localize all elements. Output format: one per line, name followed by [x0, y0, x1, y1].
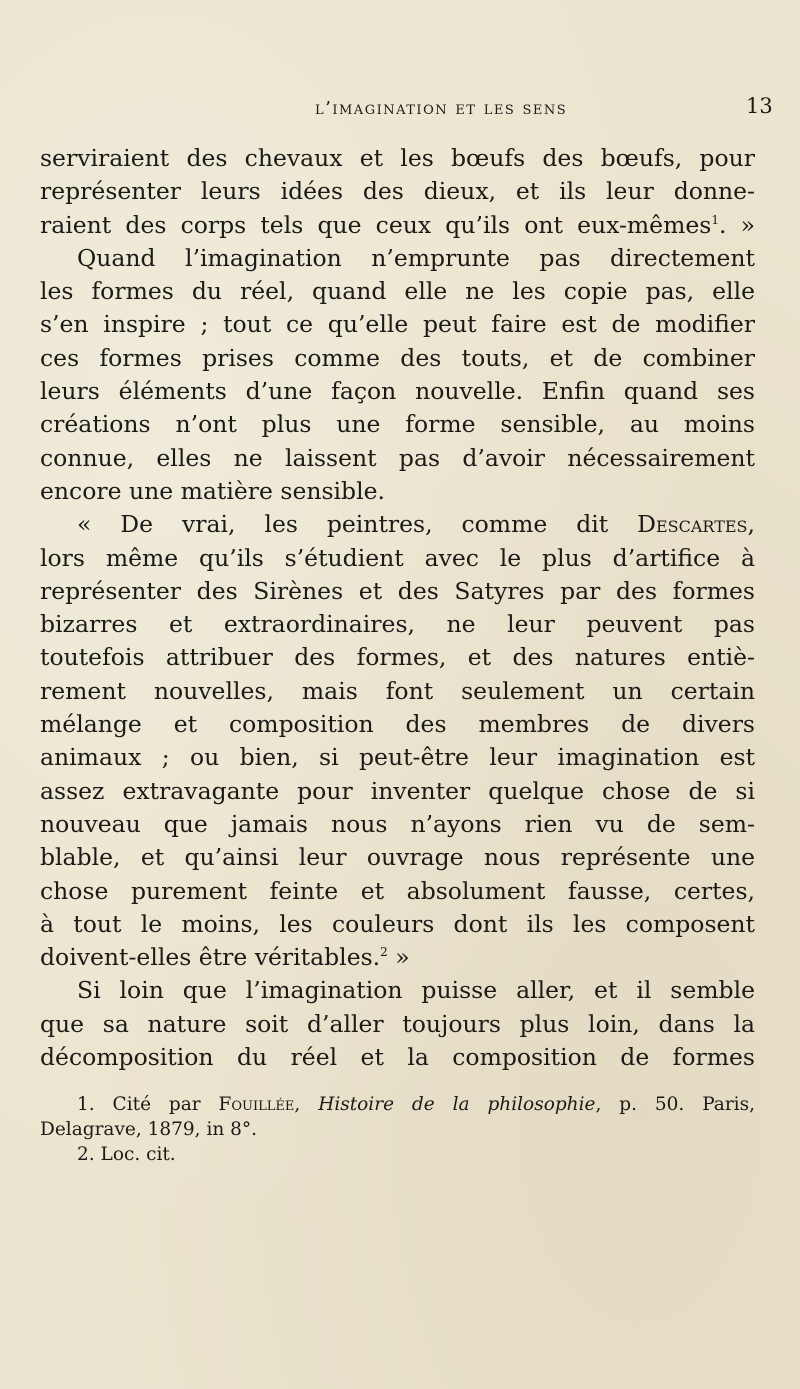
text-line: représenter leurs idées des dieux, et ils leur donne-: [40, 177, 755, 206]
text-line: nouveau que jamais nous n’ayons rien vu de sem-: [40, 809, 755, 838]
text-line: décomposition du réel et la composition de formes: [40, 1043, 755, 1072]
text-line-content: « De vrai, les peintres, comme dit: [77, 510, 609, 539]
footnote-1-title: Histoire de la philosophie: [318, 1094, 596, 1115]
text-line: que sa nature soit d’aller toujours plus loin, dans la: [40, 1009, 755, 1038]
text-line: toutefois attribuer des formes, et des natures entiè-: [40, 643, 755, 672]
text-line: [40, 209, 755, 242]
text-line-content: raient des corps tels que ceux qu’ils ont eux-mêmes: [40, 210, 712, 239]
footnote-ref-1: 1: [711, 212, 719, 227]
text-line: les formes du réel, quand elle ne les copie pas, elle: [40, 277, 755, 306]
text-line: [40, 941, 755, 974]
text-line: [40, 508, 755, 541]
text-line: rement nouvelles, mais font seulement un certain: [40, 676, 755, 705]
running-head: [0, 88, 800, 128]
quote-close: . »: [718, 210, 755, 239]
punctuation: ,: [747, 510, 755, 539]
text-line: serviraient des chevaux et les bœufs des bœufs, pour: [40, 144, 755, 172]
text-line: chose purement feinte et absolument fausse, certes,: [40, 876, 755, 905]
text-line: créations n’ont plus une forme sensible, au moins: [40, 410, 755, 439]
footnote-1-author: Fouillée: [218, 1094, 295, 1115]
footnote-1-prefix: 1. Cité par: [77, 1094, 201, 1115]
text-line: animaux ; ou bien, si peut-être leur imagination est: [40, 743, 755, 772]
footnotes: [40, 1092, 755, 1167]
text-line: assez extravagante pour inventer quelque chose de si: [40, 776, 755, 805]
page-number: 13: [746, 94, 773, 118]
running-title: l’imagination et les sens: [315, 98, 568, 119]
punctuation: ,: [294, 1094, 301, 1115]
author-name-descartes: Descartes: [637, 510, 748, 539]
text-line: ces formes prises comme des touts, et de combiner: [40, 343, 755, 372]
body-text: [40, 142, 755, 1074]
text-line-content: doivent-elles être véritables.: [40, 943, 381, 972]
text-line: à tout le moins, les couleurs dont ils les composent: [40, 909, 755, 938]
text-line: lors même qu’ils s’étudient avec le plus d’artifice à: [40, 543, 755, 572]
text-line: représenter des Sirènes et des Satyres par des formes: [40, 576, 755, 605]
text-line: encore une matière sensible.: [40, 476, 385, 505]
text-line: leurs éléments d’une façon nouvelle. Enfin quand ses: [40, 377, 755, 406]
footnote-2: 2. Loc. cit.: [77, 1144, 176, 1165]
text-line: mélange et composition des membres de divers: [40, 710, 755, 739]
footnote-ref-2: 2: [380, 945, 388, 960]
footnote-1: [40, 1092, 755, 1117]
quote-close: »: [387, 943, 410, 972]
text-line: connue, elles ne laissent pas d’avoir nécessairement: [40, 443, 755, 472]
footnote-1-rest: , p. 50. Paris,: [595, 1094, 755, 1115]
text-line: s’en inspire ; tout ce qu’elle peut faire est de modifier: [40, 310, 755, 339]
text-line: bizarres et extraordinaires, ne leur peuvent pas: [40, 610, 755, 639]
text-line: Si loin que l’imagination puisse aller, et il semble: [77, 976, 755, 1005]
text-line: blable, et qu’ainsi leur ouvrage nous représente une: [40, 843, 755, 872]
text-line: Quand l’imagination n’emprunte pas directement: [77, 243, 755, 272]
footnote-1-continued: Delagrave, 1879, in 8°.: [40, 1119, 258, 1140]
